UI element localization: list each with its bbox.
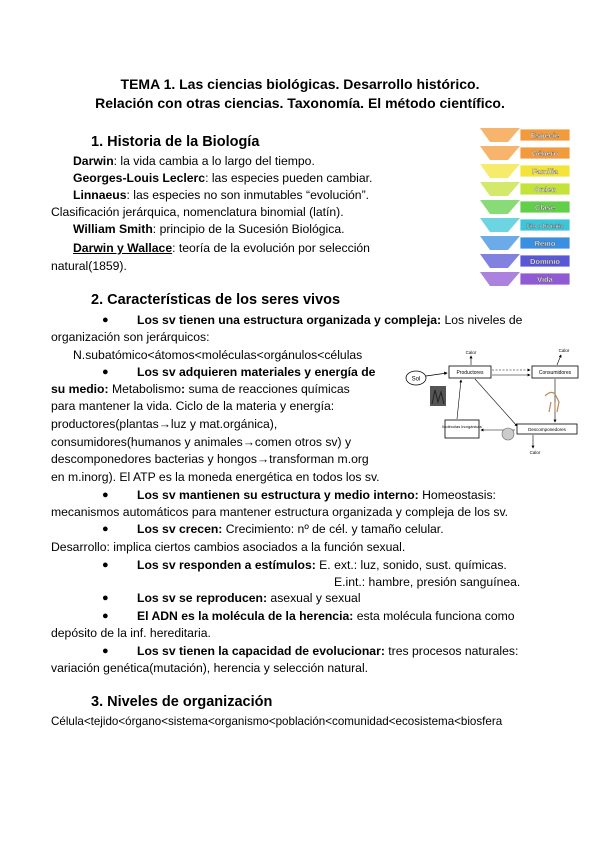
- leclerc-name: Georges-Louis Leclerc: [73, 171, 206, 185]
- heat-label-1: Calor: [465, 350, 477, 355]
- section-3-heading: 3. Niveles de organización: [91, 694, 273, 710]
- b1-line-3: N.subatómico<átomos<moléculas<orgánulos<células: [73, 348, 363, 362]
- wallace-text: : teoría de la evolución por selección: [172, 241, 370, 255]
- smith-text: : principio de la Sucesión Biológica.: [152, 222, 345, 236]
- title-line-1: TEMA 1. Las ciencias biológicas. Desarrollo histórico.: [120, 76, 480, 92]
- b2-line: [137, 364, 375, 380]
- b1-line-2: organización son jerárquicos:: [51, 330, 210, 344]
- b1-line: [137, 312, 522, 328]
- b7-line-2: depósito de la inf. hereditaria.: [51, 626, 211, 640]
- wallace-name: Darwin y Wallace: [73, 241, 173, 255]
- decomposers-label: Descomponedores: [528, 427, 566, 432]
- energy-cycle-diagram: [405, 346, 583, 456]
- darwin-line: [73, 153, 315, 169]
- taxonomy-level-9: [480, 272, 570, 286]
- taxonomy-label: Dominio: [530, 257, 560, 266]
- b4-line: [137, 521, 444, 537]
- b2-line2-bold2: :: [181, 382, 186, 396]
- b2-line-2: [51, 381, 350, 397]
- taxonomy-funnel: [476, 126, 576, 292]
- bullet-3: ●: [102, 489, 109, 501]
- b1-text: Los niveles de: [441, 313, 523, 327]
- bullet-2: ●: [102, 366, 109, 378]
- taxonomy-level-4: [480, 182, 570, 196]
- b8-text: tres procesos naturales:: [384, 644, 519, 658]
- bullet-1: ●: [102, 314, 109, 326]
- taxonomy-label: Familia: [532, 167, 558, 176]
- b6-bold: Los sv se reproducen:: [137, 591, 268, 605]
- inorganic-label: Moléculas inorgánicas: [442, 424, 482, 429]
- b8-line-2: variación genética(mutación), herencia y selección natural.: [51, 661, 369, 675]
- linnaeus-text: : las especies no son inmutables “evolución”.: [126, 188, 370, 202]
- bullet-7: ●: [102, 610, 109, 622]
- bullet-4: ●: [102, 523, 109, 535]
- b3-bold: Los sv mantienen su estructura y medio interno:: [137, 488, 419, 502]
- b5-text: E. ext.: luz, sonido, sust. químicas.: [315, 558, 507, 572]
- taxonomy-label: Vida: [537, 275, 553, 284]
- producers-label: Productores: [456, 370, 484, 376]
- taxonomy-level-7: [480, 236, 570, 250]
- b4-line-2: Desarrollo: implica ciertos cambios asociados a la función sexual.: [51, 540, 406, 554]
- b6-text: asexual y sexual: [267, 591, 361, 605]
- smith-name: William Smith: [73, 222, 153, 236]
- wallace-line-2: natural(1859).: [51, 259, 127, 273]
- b8-bold: Los sv tienen la capacidad de evolucionar:: [137, 644, 385, 658]
- wallace-line: [73, 240, 370, 256]
- inorganic-box: [445, 420, 479, 438]
- b7-text: esta molécula funciona como: [353, 609, 515, 623]
- b8-line: [137, 643, 518, 659]
- taxonomy-level-2: [480, 146, 570, 160]
- darwin-name: Darwin: [73, 154, 114, 168]
- deer-image: [545, 392, 559, 412]
- taxonomy-level-6: [480, 218, 570, 232]
- taxonomy-level-1: [480, 128, 570, 142]
- heat-label-2: Calor: [558, 348, 570, 353]
- b2-line-7: en m.inorg). El ATP es la moneda energética en todos los sv.: [51, 470, 380, 484]
- b7-bold: El ADN es la molécula de la herencia:: [137, 609, 354, 623]
- b2-line2-bold: su medio:: [51, 382, 109, 396]
- b2-bold: Los sv adquieren materiales y energía de: [137, 365, 376, 379]
- title-line-2: Relación con otras ciencias. Taxonomía. El método científico.: [95, 95, 505, 111]
- b7-line: [137, 608, 515, 624]
- b5-line: [137, 557, 507, 573]
- b4-bold: Los sv crecen:: [137, 522, 223, 536]
- b2-line-4: productores(plantas→luz y mat.orgánica),: [51, 417, 278, 431]
- b2-line-3: para mantener la vida. Ciclo de la materia y energía:: [51, 399, 335, 413]
- heat-label-3: Calor: [529, 450, 541, 455]
- b2-line2-text2: suma de reacciones químicas: [185, 382, 350, 396]
- linnaeus-line-2: Clasificación jerárquica, nomenclatura binomial (latín).: [51, 205, 344, 219]
- linnaeus-line: [73, 187, 369, 203]
- section-1-heading: 1. Historia de la Biología: [91, 134, 260, 150]
- b5-line-2: E.int.: hambre, presión sanguínea.: [334, 575, 521, 589]
- sun-label: Sol: [411, 376, 421, 383]
- b6-line: [137, 590, 361, 606]
- taxonomy-level-8: [480, 254, 570, 268]
- taxonomy-label: Especie: [530, 131, 560, 140]
- section-2-heading: 2. Características de los seres vivos: [91, 292, 341, 308]
- section-3-text: Célula<tejido<órgano<sistema<organismo<población<comunidad<ecosistema<biosfera: [51, 715, 503, 728]
- b3-line-2: mecanismos automáticos para mantener estructura organizada y compleja de los sv.: [51, 505, 509, 519]
- taxonomy-label: Clase: [534, 203, 556, 212]
- bullet-6: ●: [102, 592, 109, 604]
- b3-line: [137, 487, 496, 503]
- microbe-image: [502, 428, 514, 440]
- taxonomy-label: Género: [531, 149, 559, 158]
- taxonomy-level-5: [480, 200, 570, 214]
- b4-text: Crecimiento: nº de cél. y tamaño celular.: [222, 522, 444, 536]
- bullet-8: ●: [102, 645, 109, 657]
- smith-line: [73, 221, 345, 237]
- taxonomy-label: Orden: [533, 185, 557, 194]
- linnaeus-name: Linnaeus: [73, 188, 127, 202]
- b1-bold: Los sv tienen una estructura organizada y compleja:: [137, 313, 442, 327]
- b3-text: Homeostasis:: [418, 488, 496, 502]
- taxonomy-label: Reino: [534, 239, 556, 248]
- leclerc-text: : las especies pueden cambiar.: [205, 171, 373, 185]
- consumers-label: Consumidores: [538, 370, 572, 376]
- b5-bold: Los sv responden a estímulos:: [137, 558, 316, 572]
- b2-line-6: descomponedores bacterias y hongos→transforman m.org: [51, 452, 369, 466]
- b2-line-5: consumidores(humanos y animales→comen otros sv) y: [51, 435, 352, 449]
- taxonomy-level-3: [480, 164, 570, 178]
- b2-line2-text: Metabolismo: [108, 382, 182, 396]
- darwin-text: : la vida cambia a lo largo del tiempo.: [113, 154, 315, 168]
- taxonomy-label: Filo o División: [526, 224, 564, 230]
- leclerc-line: [73, 170, 372, 186]
- bullet-5: ●: [102, 559, 109, 571]
